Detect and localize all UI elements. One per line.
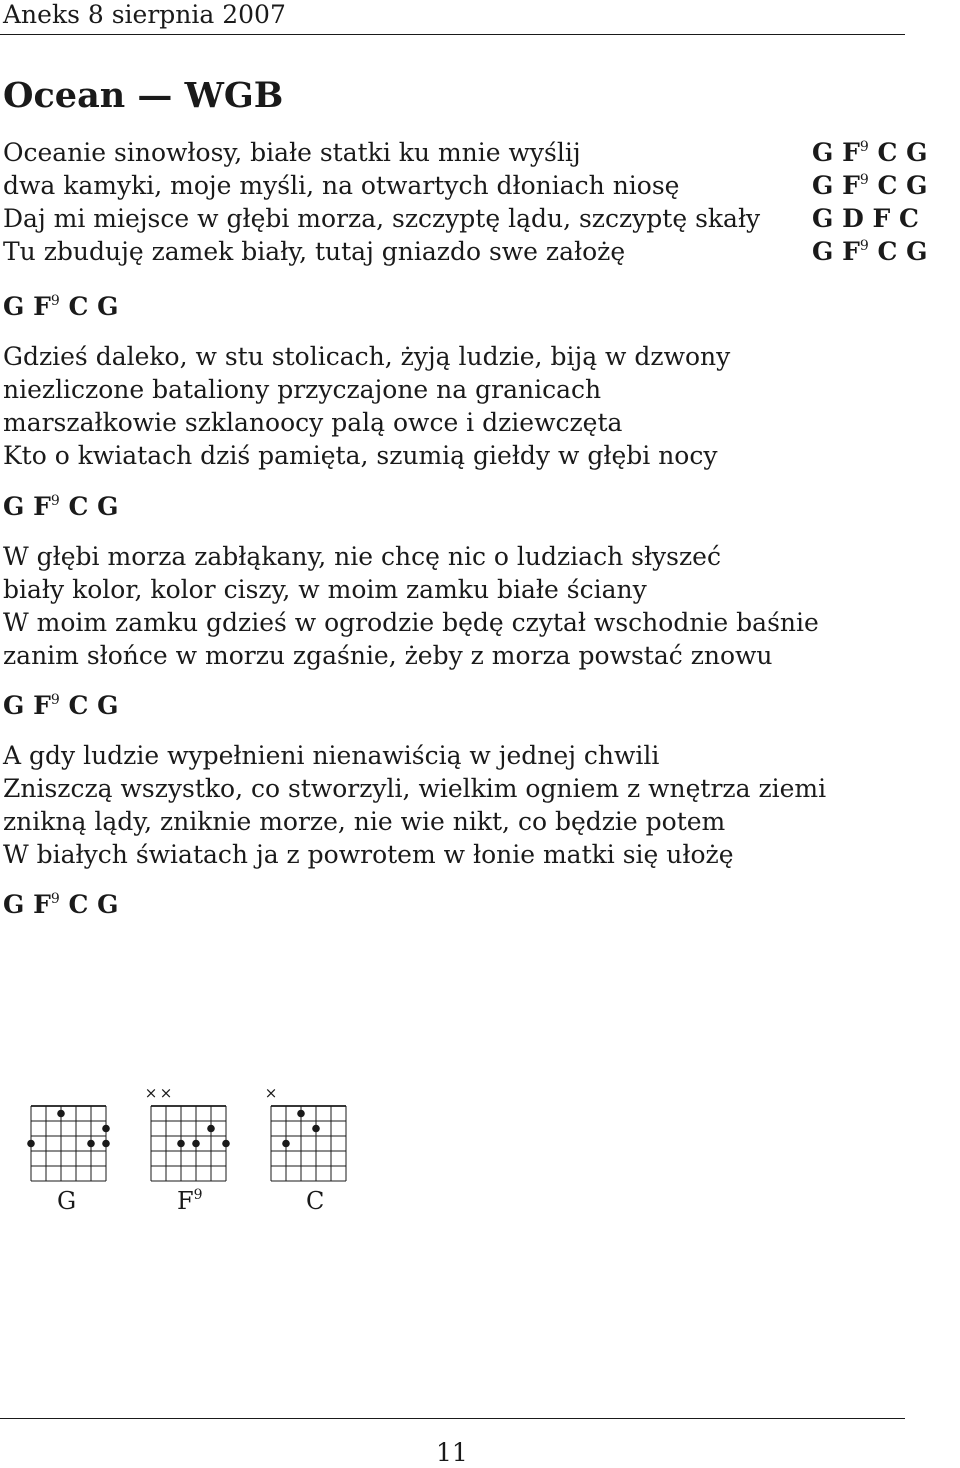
chord: G <box>3 292 25 321</box>
footer-rule <box>0 1418 905 1419</box>
verse-1 <box>3 136 760 268</box>
chord: G <box>812 171 834 200</box>
muted-string-marker: × <box>159 1084 173 1102</box>
lyric-line: Oceanie sinowłosy, białe statki ku mnie wyślij <box>3 138 581 167</box>
lyric-line: dwa kamyki, moje myśli, na otwartych dłoniach niosę <box>3 171 680 200</box>
chord-line <box>812 136 927 169</box>
chord: G <box>97 292 119 321</box>
chord: G <box>812 204 834 233</box>
lyric-line: znikną lądy, zniknie morze, nie wie nikt, co będzie potem <box>3 807 726 836</box>
lyric-line: Gdzieś daleko, w stu stolicach, żyją ludzie, biją w dzwony <box>3 342 731 371</box>
finger-dot <box>102 1125 110 1133</box>
chord-progression <box>3 888 118 921</box>
verse-3 <box>3 540 819 672</box>
muted-string-marker: × <box>264 1084 278 1102</box>
chord: G <box>97 691 119 720</box>
chord-line <box>812 169 927 202</box>
chord-progression <box>3 290 118 323</box>
chord: F <box>842 138 860 167</box>
chord-diagram-label: G <box>57 1187 77 1215</box>
chord-diagram-g <box>26 1080 116 1180</box>
lyric-line: W białych światach ja z powrotem w łonie matki się ułożę <box>3 840 734 869</box>
chord-line <box>812 235 927 268</box>
finger-dot <box>177 1140 185 1148</box>
verse-4 <box>3 739 826 871</box>
chord: C <box>68 691 89 720</box>
chord: F <box>872 204 891 233</box>
chord: F <box>33 691 51 720</box>
chord: F <box>33 492 51 521</box>
chord: G <box>97 890 119 919</box>
chord: G <box>3 492 25 521</box>
chord-diagram-f9 <box>146 1080 236 1180</box>
finger-dot <box>222 1140 230 1148</box>
chord: C <box>877 237 898 266</box>
chord: G <box>906 171 928 200</box>
chord-superscript: 9 <box>859 139 869 155</box>
chord: C <box>68 292 89 321</box>
chord: C <box>877 138 898 167</box>
chord: F <box>33 292 51 321</box>
finger-dot <box>312 1125 320 1133</box>
chord-superscript: 9 <box>50 692 60 708</box>
chord-superscript: 9 <box>50 891 60 907</box>
header-text: Aneks 8 sierpnia 2007 <box>3 0 286 29</box>
lyric-line: zanim słońce w morzu zgaśnie, żeby z morza powstać znowu <box>3 641 773 670</box>
chord: C <box>68 492 89 521</box>
lyric-line: niezliczone bataliony przyczajone na granicach <box>3 375 602 404</box>
finger-dot <box>102 1140 110 1148</box>
header-rule <box>0 34 905 35</box>
finger-dot <box>297 1110 305 1118</box>
lyric-line: Daj mi miejsce w głębi morza, szczyptę lądu, szczyptę skały <box>3 204 761 233</box>
chord: C <box>877 171 898 200</box>
lyric-line: Tu zbuduję zamek biały, tutaj gniazdo swe założę <box>3 237 626 266</box>
chord: G <box>906 138 928 167</box>
chord: F <box>842 237 860 266</box>
chord-line <box>812 202 927 235</box>
chord-progression <box>3 490 118 523</box>
chord: G <box>97 492 119 521</box>
chord: G <box>906 237 928 266</box>
chord-diagram-label: C <box>306 1187 325 1215</box>
lyric-line: W głębi morza zabłąkany, nie chcę nic o ludziach słyszeć <box>3 542 721 571</box>
chord: C <box>68 890 89 919</box>
lyric-line: Zniszczą wszystko, co stworzyli, wielkim ogniem z wnętrza ziemi <box>3 774 827 803</box>
finger-dot <box>282 1140 290 1148</box>
lyric-line: A gdy ludzie wypełnieni nienawiścią w jednej chwili <box>3 741 660 770</box>
chord-superscript: 9 <box>859 238 869 254</box>
verse-2 <box>3 340 730 472</box>
chord: C <box>898 204 919 233</box>
finger-dot <box>87 1140 95 1148</box>
finger-dot <box>27 1140 35 1148</box>
lyric-line: Kto o kwiatach dziś pamięta, szumią giełdy w głębi nocy <box>3 441 718 470</box>
page-number: 11 <box>436 1438 468 1467</box>
lyric-line: W moim zamku gdzieś w ogrodzie będę czytał wschodnie baśnie <box>3 608 819 637</box>
finger-dot <box>192 1140 200 1148</box>
verse-1-chords <box>812 136 927 268</box>
muted-string-marker: × <box>144 1084 158 1102</box>
chord: D <box>842 204 864 233</box>
song-title: Ocean — WGB <box>3 75 284 116</box>
chord: F <box>842 171 860 200</box>
finger-dot <box>57 1110 65 1118</box>
chord: F <box>33 890 51 919</box>
chord: G <box>3 890 25 919</box>
chord: G <box>3 691 25 720</box>
chord-diagram-label: $F^9$ <box>177 1187 203 1215</box>
chord: G <box>812 237 834 266</box>
chord-diagram-c <box>266 1080 356 1180</box>
chord: G <box>812 138 834 167</box>
chord-superscript: 9 <box>50 293 60 309</box>
lyric-line: biały kolor, kolor ciszy, w moim zamku białe ściany <box>3 575 647 604</box>
chord-superscript: 9 <box>859 172 869 188</box>
chord-superscript: 9 <box>50 493 60 509</box>
chord-progression <box>3 689 118 722</box>
lyric-line: marszałkowie szklanoocy palą owce i dziewczęta <box>3 408 623 437</box>
finger-dot <box>207 1125 215 1133</box>
